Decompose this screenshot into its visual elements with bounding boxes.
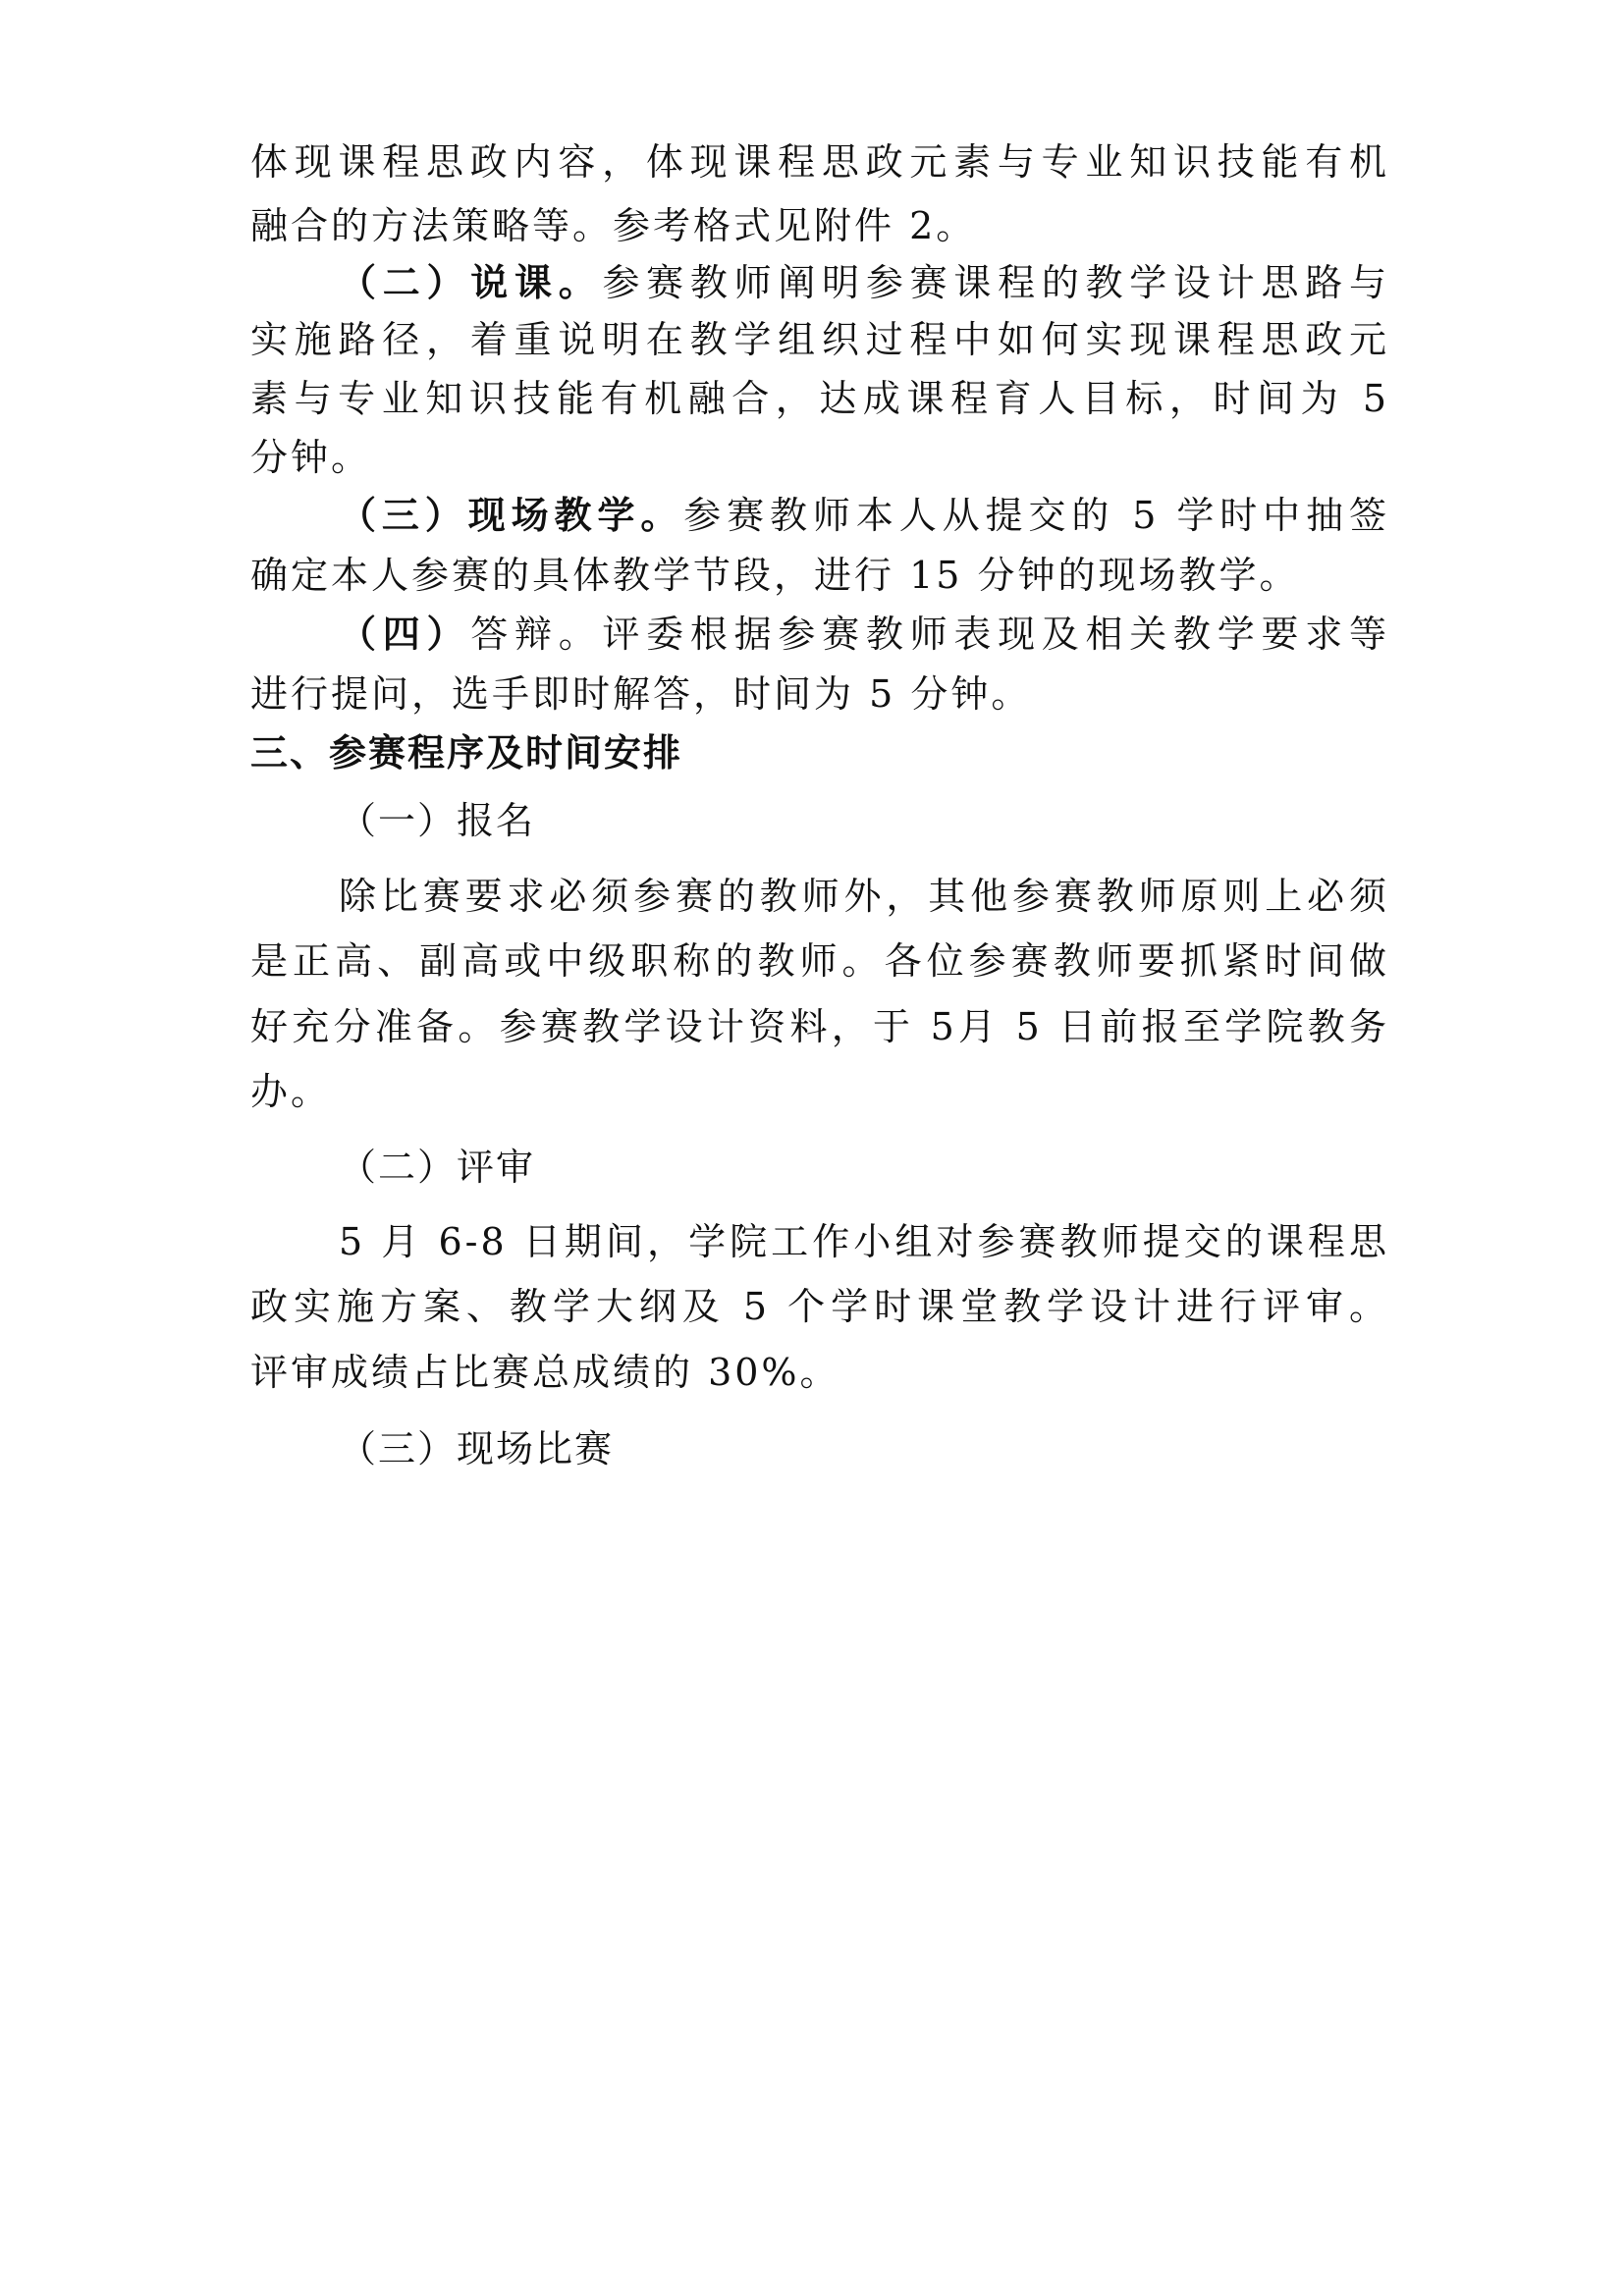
paragraph-line: 素与专业知识技能有机融合，达成课程育人目标，时间为 5 [250, 377, 1389, 420]
subsection-heading: （二）评审 [339, 1146, 536, 1189]
paragraph-line: 确定本人参赛的具体教学节段，进行 15 分钟的现场教学。 [250, 554, 1300, 597]
subsection-heading: （三）现场比赛 [339, 1427, 615, 1470]
subsection-heading: （一）报名 [339, 799, 536, 842]
paragraph-line: 是正高、副高或中级职称的教师。各位参赛教师要抓紧时间做 [250, 939, 1389, 983]
paragraph-line: 体现课程思政内容，体现课程思政元素与专业知识技能有机 [250, 140, 1389, 184]
section-heading: 三、参赛程序及时间安排 [250, 731, 683, 774]
paragraph-line: （四）答辩。评委根据参赛教师表现及相关教学要求等 [339, 612, 1389, 656]
paragraph-lead: （二）说课。 [339, 260, 603, 304]
paragraph-line: 除比赛要求必须参赛的教师外，其他参赛教师原则上必须 [339, 875, 1389, 918]
paragraph-line: 政实施方案、教学大纲及 5 个学时课堂教学设计进行评审。 [250, 1285, 1389, 1328]
paragraph-line: 5 月 6-8 日期间，学院工作小组对参赛教师提交的课程思 [339, 1220, 1389, 1263]
paragraph-line: 分钟。 [250, 436, 372, 479]
paragraph-line: （二）说课。参赛教师阐明参赛课程的教学设计思路与 [339, 260, 1389, 304]
paragraph-line: 进行提问，选手即时解答，时间为 5 分钟。 [250, 672, 1032, 716]
paragraph-line: 实施路径，着重说明在教学组织过程中如何实现课程思政元 [250, 318, 1389, 361]
paragraph-line: 评审成绩占比赛总成绩的 30%。 [250, 1351, 840, 1394]
paragraph-line: （三）现场教学。参赛教师本人从提交的 5 学时中抽签 [339, 493, 1389, 537]
paragraph-line: 融合的方法策略等。参考格式见附件 2。 [250, 204, 977, 247]
paragraph-lead: （三）现场教学。 [339, 493, 684, 537]
paragraph-line: 办。 [250, 1070, 332, 1113]
paragraph-lead: （四） [339, 612, 471, 656]
paragraph-line: 好充分准备。参赛教学设计资料，于 5月 5 日前报至学院教务 [250, 1005, 1389, 1048]
